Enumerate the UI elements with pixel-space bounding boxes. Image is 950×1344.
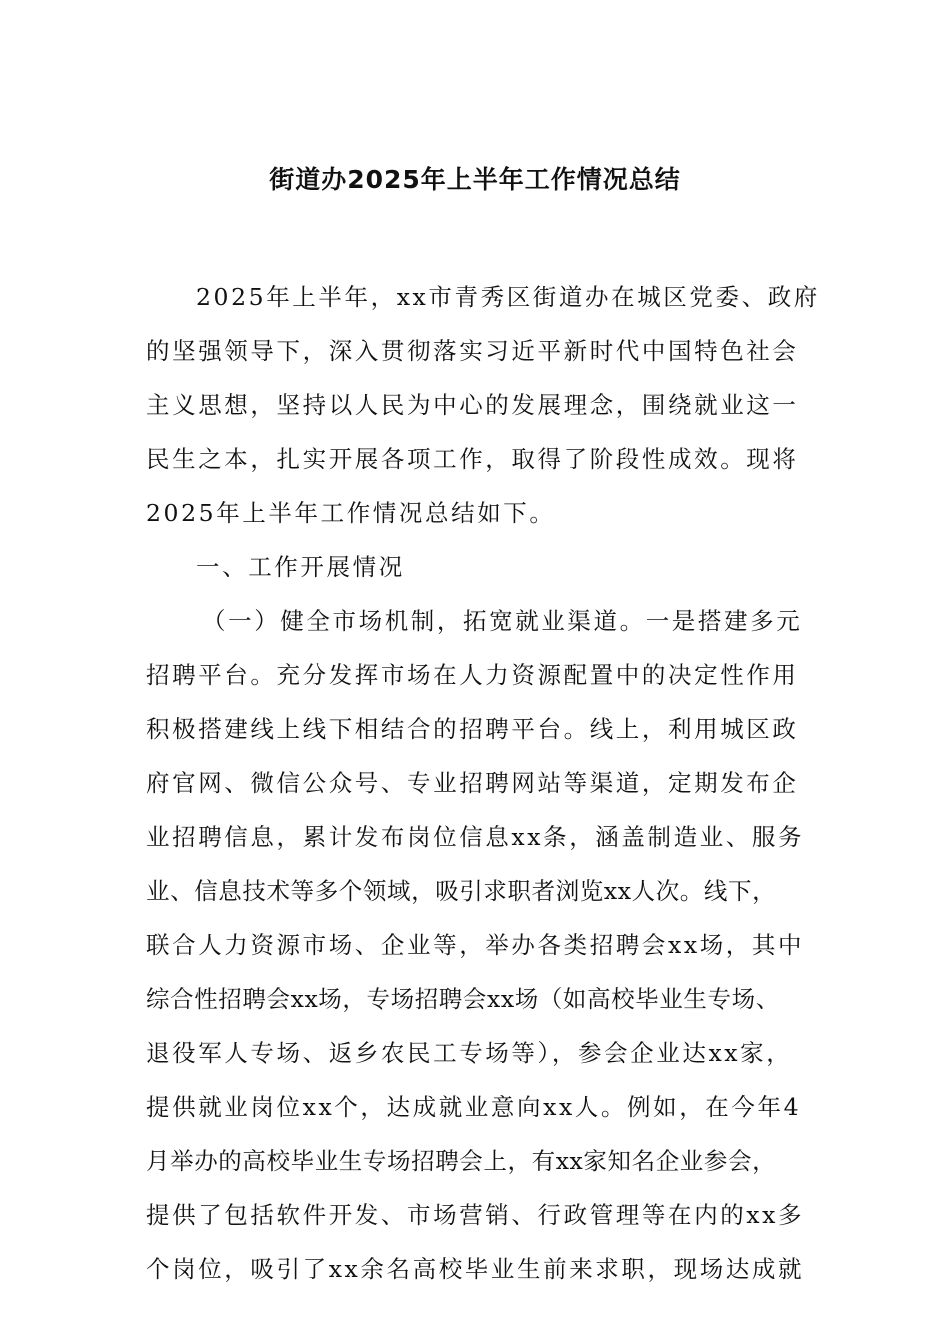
paragraph-line: 提供就业岗位xx个，达成就业意向xx人。例如，在今年4 (146, 1093, 802, 1121)
paragraph-line: 2025年上半年工作情况总结如下。 (146, 499, 556, 527)
paragraph-line: 民生之本，扎实开展各项工作，取得了阶段性成效。现将 (146, 445, 799, 473)
paragraph-line: 积极搭建线上线下相结合的招聘平台。线上，利用城区政 (146, 715, 799, 743)
section-heading: 一、工作开展情况 (196, 553, 405, 581)
document-body (146, 275, 836, 1301)
paragraph-line: 2025年上半年，xx市青秀区街道办在城区党委、政府 (196, 283, 820, 311)
paragraph-line: 个岗位，吸引了xx余名高校毕业生前来求职，现场达成就 (146, 1255, 805, 1283)
subsection-line: （一）健全市场机制，拓宽就业渠道。一是搭建多元 (202, 607, 803, 635)
paragraph-line: 业、信息技术等多个领域，吸引求职者浏览xx人次。线下， (146, 877, 777, 905)
paragraph-line: 主义思想，坚持以人民为中心的发展理念，围绕就业这一 (146, 391, 799, 419)
paragraph-line: 退役军人专场、返乡农民工专场等），参会企业达xx家， (146, 1039, 793, 1067)
paragraph-line: 月举办的高校毕业生专场招聘会上，有xx家知名企业参会， (146, 1147, 777, 1175)
paragraph-line: 的坚强领导下，深入贯彻落实习近平新时代中国特色社会 (146, 337, 799, 365)
paragraph-line: 府官网、微信公众号、专业招聘网站等渠道，定期发布企 (146, 769, 799, 797)
paragraph-line: 招聘平台。充分发挥市场在人力资源配置中的决定性作用 (146, 661, 799, 689)
paragraph-line: 业招聘信息，累计发布岗位信息xx条，涵盖制造业、服务 (146, 823, 805, 851)
document-title: 街道办2025年上半年工作情况总结 (269, 165, 681, 194)
paragraph-line: 综合性招聘会xx场，专场招聘会xx场（如高校毕业生专场、 (146, 985, 780, 1013)
paragraph-line: 联合人力资源市场、企业等，举办各类招聘会xx场，其中 (146, 931, 805, 959)
paragraph-line: 提供了包括软件开发、市场营销、行政管理等在内的xx多 (146, 1201, 805, 1229)
